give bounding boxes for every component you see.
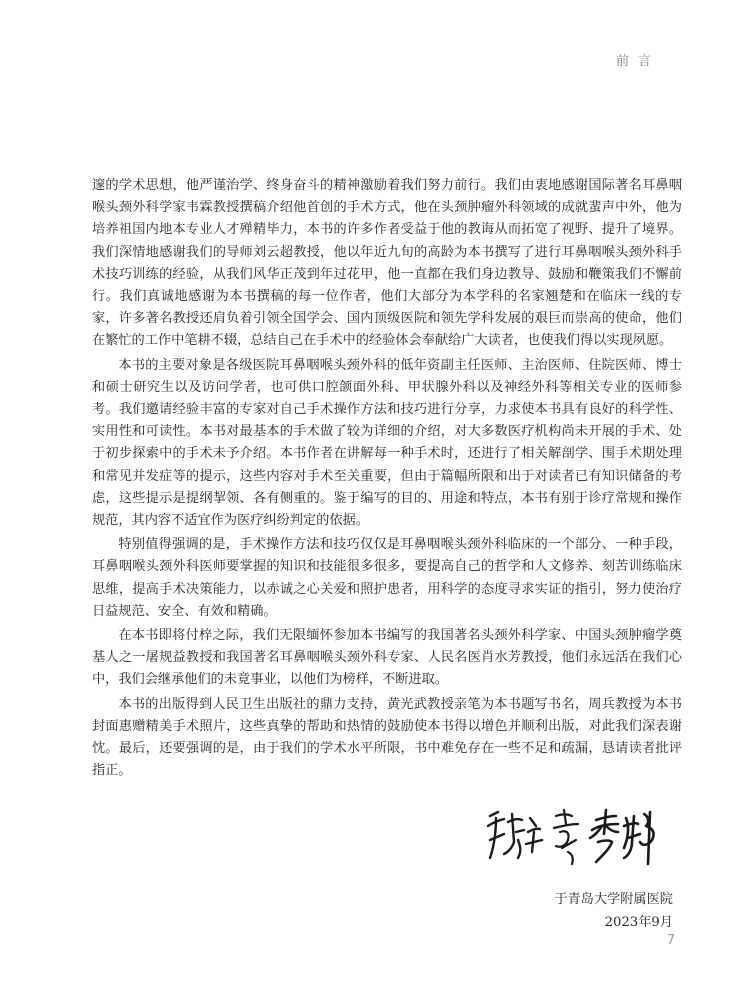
paragraph: 本书的出版得到人民卫生出版社的鼎力支持，黄光武教授亲笔为本书题写书名，周兵教授为本书封面惠赠精美手术照片，这些真挚的帮助和热情的鼓励使本书得以增色并顺利出版，对此我们深表谢忱。最后，还要强调的是，由于我们的学术水平所限，书中难免存在一些不足和疏漏，恳请读者批评指正。	[92, 696, 682, 779]
body-text	[92, 175, 682, 784]
paragraph: 在本书即将付梓之际，我们无限缅怀参加本书编写的我国著名头颈外科学家、中国头颈肿瘤学奠基人之一屠规益教授和我国著名耳鼻咽喉头颈外科专家、人民名医肖水芳教授，他们永远活在我们心中，我们会继承他们的未竟事业，以他们为榜样，不断进取。	[92, 628, 682, 688]
page-number: 7	[666, 933, 675, 948]
handwritten-signature	[478, 802, 668, 878]
signature-date: 2023年9月	[604, 915, 673, 930]
paragraph: 特别值得强调的是，手术操作方法和技巧仅仅是耳鼻咽喉头颈外科临床的一个部分、一种手段，耳鼻咽喉头颈外科医师要掌握的知识和技能很多很多，要提高自己的哲学和人文修养、刻苦训练临床思维，提高手术决策能力，以赤诚之心关爱和照护患者，用科学的态度寻求实证的指引，努力使治疗日益规范、安全、有效和精确。	[92, 537, 682, 619]
running-title: 前言	[615, 54, 660, 69]
paragraph-continued: 邃的学术思想，他严谨治学、终身奋斗的精神激励着我们努力前行。我们由衷地感谢国际著名耳鼻咽喉头颈外科学家韦霖教授撰稿介绍他首创的手术方式，他在头颈肿瘤外科领域的成就蜚声中外，他为培养祖国内地本专业人才殚精毕力，本书的许多作者受益于他的教诲从而拓宽了视野、提升了境界。我们深情地感谢我们的导师刘云超教授，他以年近九旬的高龄为本书撰写了进行耳鼻咽喉头颈外科手术技巧训练的经验，从我们风华正茂到年过花甲，他一直都在我们身边教导、鼓励和鞭策我们不懈前行。我们真诚地感谢为本书撰稿的每一位作者，他们大部分为本学科的名家翘楚和在临床一线的专家，许多著名教授还肩负着引领全国学会、国内顶级医院和领先学科发展的艰巨而崇高的使命，他们在繁忙的工作中笔耕不辍，总结自己在手术中的经验体会奉献给广大读者，也使我们得以实现夙愿。	[92, 178, 682, 349]
signature-affiliation: 于青岛大学附属医院	[554, 892, 673, 907]
paragraph: 本书的主要对象是各级医院耳鼻咽喉头颈外科的低年资副主任医师、主治医师、住院医师、博士和硕士研究生以及访问学者，也可供口腔颌面外科、甲状腺外科以及神经外科等相关专业的医师参考。我们邀请经验丰富的专家对自己手术操作方法和技巧进行分享，力求使本书具有良好的科学性、实用性和可读性。本书对最基本的手术做了较为详细的介绍，对大多数医疗机构尚未开展的手术、处于初步探索中的手术未予介绍。本书作者在讲解每一种手术时，还进行了相关解剖学、围手术期处理和常见并发症等的提示，这些内容对手术至关重要，但由于篇幅所限和出于对读者已有知识储备的考虑，这些提示是提纲挈领、各有侧重的。鉴于编写的目的、用途和特点，本书有别于诊疗常规和操作规范，其内容不适宜作为医疗纠纷判定的依据。	[92, 357, 682, 529]
